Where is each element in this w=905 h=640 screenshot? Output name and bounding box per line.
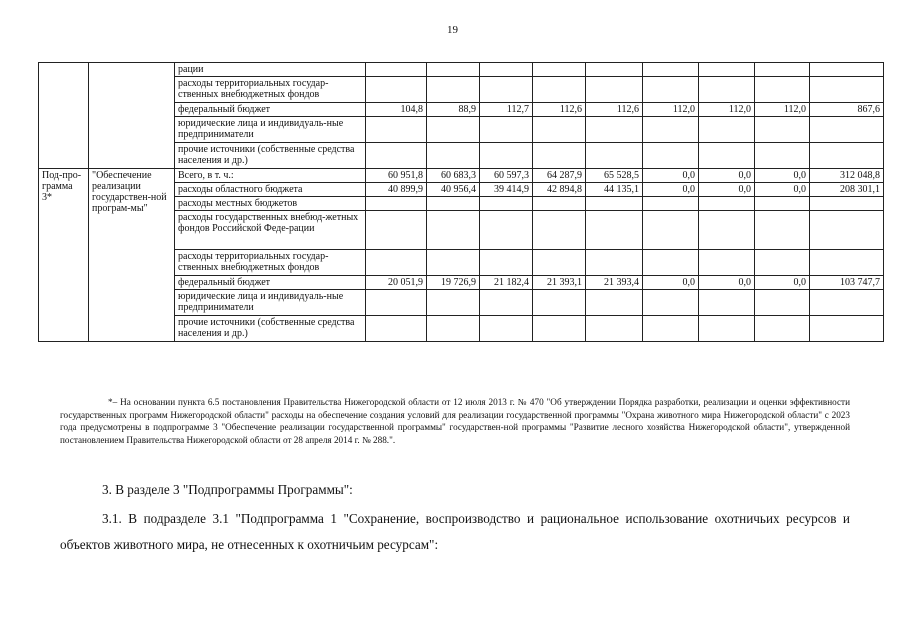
value-cell: [533, 211, 586, 250]
value-cell: [533, 77, 586, 103]
value-cell: [366, 290, 427, 316]
value-cell: [533, 290, 586, 316]
value-cell: [755, 250, 810, 276]
funding-source-label: прочие источники (собственные средства населения и др.): [175, 143, 366, 169]
value-cell: [699, 63, 755, 77]
value-cell: 88,9: [427, 103, 480, 117]
value-cell: [586, 197, 643, 211]
value-cell: [810, 250, 884, 276]
value-cell: [366, 63, 427, 77]
value-cell: [755, 316, 810, 342]
value-cell: [586, 316, 643, 342]
value-cell: [480, 316, 533, 342]
value-cell: 112,0: [643, 103, 699, 117]
value-cell: [480, 211, 533, 250]
value-cell: [810, 77, 884, 103]
value-cell: 60 683,3: [427, 169, 480, 183]
value-cell: [810, 197, 884, 211]
value-cell: [586, 211, 643, 250]
value-cell: 112,7: [480, 103, 533, 117]
value-cell: [427, 63, 480, 77]
value-cell: [810, 211, 884, 250]
value-cell: [755, 143, 810, 169]
value-cell: [427, 77, 480, 103]
subsection-3-1-paragraph: 3.1. В подразделе 3.1 "Подпрограмма 1 "Сохранение, воспроизводство и рациональное использование охотничьих ресурсов и объектов животного мира, не отнесенных к охотничьим ресурсам":: [60, 511, 850, 552]
funding-source-label: юридические лица и индивидуаль-ные предприниматели: [175, 117, 366, 143]
value-cell: [810, 117, 884, 143]
footnote: *– На основании пункта 6.5 постановления Правительства Нижегородской области от 12 июля 2013 г. № 470 "Об утверждении Порядка разработки, реализации и оценки эффективности государственных программ Нижегородской области" расходы на обеспечение создания условий для реализации государственной программы "Охрана животного мира Нижегородской области" с 2023 года предусмотрены в подпрограмме 3 "Обеспечение реализации государственной программы" государствен-ной программы "Развитие лесного хозяйства Нижегородской области", утвержденной постановлением Правительства Нижегородской области от 28 апреля 2014 г. № 288.".: [60, 397, 850, 445]
value-cell: 0,0: [755, 169, 810, 183]
value-cell: [427, 197, 480, 211]
value-cell: [643, 117, 699, 143]
budget-table: [38, 62, 884, 342]
funding-source-label: юридические лица и индивидуаль-ные предприниматели: [175, 290, 366, 316]
value-cell: [427, 250, 480, 276]
funding-source-label: расходы местных бюджетов: [175, 197, 366, 211]
value-cell: [533, 197, 586, 211]
value-cell: [643, 290, 699, 316]
value-cell: [427, 143, 480, 169]
value-cell: 0,0: [643, 276, 699, 290]
value-cell: 112,6: [533, 103, 586, 117]
value-cell: [533, 143, 586, 169]
value-cell: [366, 143, 427, 169]
value-cell: 0,0: [755, 276, 810, 290]
value-cell: 112,0: [755, 103, 810, 117]
subprogram-code-cell: Под-про-грамма 3*: [39, 169, 89, 342]
value-cell: [586, 63, 643, 77]
value-cell: 42 894,8: [533, 183, 586, 197]
funding-source-label: Всего, в т. ч.:: [175, 169, 366, 183]
value-cell: [643, 63, 699, 77]
value-cell: [427, 290, 480, 316]
value-cell: [480, 290, 533, 316]
value-cell: [643, 77, 699, 103]
value-cell: [366, 77, 427, 103]
value-cell: 0,0: [643, 183, 699, 197]
value-cell: [699, 250, 755, 276]
value-cell: [480, 250, 533, 276]
value-cell: 867,6: [810, 103, 884, 117]
value-cell: 0,0: [643, 169, 699, 183]
value-cell: [643, 143, 699, 169]
value-cell: [810, 290, 884, 316]
value-cell: [366, 250, 427, 276]
value-cell: [755, 77, 810, 103]
value-cell: 208 301,1: [810, 183, 884, 197]
value-cell: 40 899,9: [366, 183, 427, 197]
value-cell: [586, 290, 643, 316]
value-cell: 60 597,3: [480, 169, 533, 183]
value-cell: [699, 197, 755, 211]
funding-source-label: расходы государственных внебюд-жетных фондов Российской Феде-рации: [175, 211, 366, 250]
value-cell: [699, 316, 755, 342]
value-cell: [810, 316, 884, 342]
value-cell: [427, 117, 480, 143]
value-cell: [755, 290, 810, 316]
value-cell: [699, 290, 755, 316]
value-cell: 103 747,7: [810, 276, 884, 290]
value-cell: [755, 117, 810, 143]
table-row: [39, 63, 884, 77]
value-cell: 0,0: [699, 169, 755, 183]
value-cell: 0,0: [755, 183, 810, 197]
value-cell: 21 182,4: [480, 276, 533, 290]
table-row: [39, 169, 884, 183]
value-cell: [480, 63, 533, 77]
value-cell: 112,6: [586, 103, 643, 117]
value-cell: [643, 211, 699, 250]
value-cell: [755, 211, 810, 250]
funding-source-label: расходы областного бюджета: [175, 183, 366, 197]
value-cell: 21 393,4: [586, 276, 643, 290]
value-cell: 20 051,9: [366, 276, 427, 290]
value-cell: [533, 63, 586, 77]
value-cell: 40 956,4: [427, 183, 480, 197]
subprogram-code-cell: [39, 63, 89, 169]
value-cell: [427, 211, 480, 250]
value-cell: [643, 316, 699, 342]
value-cell: [810, 143, 884, 169]
funding-source-label: рации: [175, 63, 366, 77]
value-cell: [586, 250, 643, 276]
value-cell: [366, 211, 427, 250]
value-cell: [480, 117, 533, 143]
value-cell: [480, 143, 533, 169]
value-cell: [755, 63, 810, 77]
value-cell: [586, 143, 643, 169]
value-cell: [810, 63, 884, 77]
value-cell: [480, 197, 533, 211]
value-cell: 60 951,8: [366, 169, 427, 183]
value-cell: [586, 77, 643, 103]
value-cell: [643, 197, 699, 211]
value-cell: [366, 117, 427, 143]
funding-source-label: расходы территориальных государ-ственных внебюджетных фондов: [175, 250, 366, 276]
value-cell: 112,0: [699, 103, 755, 117]
subprogram-name-cell: "Обеспечение реализации государствен-ной програм-мы": [89, 169, 175, 342]
value-cell: [755, 197, 810, 211]
value-cell: [480, 77, 533, 103]
value-cell: [643, 250, 699, 276]
value-cell: 64 287,9: [533, 169, 586, 183]
funding-source-label: федеральный бюджет: [175, 276, 366, 290]
value-cell: 21 393,1: [533, 276, 586, 290]
value-cell: 39 414,9: [480, 183, 533, 197]
value-cell: [427, 316, 480, 342]
page-number: 19: [447, 24, 458, 36]
value-cell: 65 528,5: [586, 169, 643, 183]
value-cell: 0,0: [699, 183, 755, 197]
value-cell: 44 135,1: [586, 183, 643, 197]
funding-source-label: прочие источники (собственные средства населения и др.): [175, 316, 366, 342]
value-cell: [366, 316, 427, 342]
value-cell: [366, 197, 427, 211]
value-cell: [533, 117, 586, 143]
value-cell: 0,0: [699, 276, 755, 290]
value-cell: 19 726,9: [427, 276, 480, 290]
value-cell: [699, 117, 755, 143]
value-cell: [533, 250, 586, 276]
value-cell: 104,8: [366, 103, 427, 117]
subprogram-name-cell: [89, 63, 175, 169]
value-cell: [586, 117, 643, 143]
section-3-paragraph: 3. В разделе 3 "Подпрограммы Программы":: [102, 482, 353, 497]
funding-source-label: федеральный бюджет: [175, 103, 366, 117]
value-cell: [699, 77, 755, 103]
value-cell: [533, 316, 586, 342]
value-cell: [699, 211, 755, 250]
funding-source-label: расходы территориальных государ-ственных внебюджетных фондов: [175, 77, 366, 103]
value-cell: [699, 143, 755, 169]
value-cell: 312 048,8: [810, 169, 884, 183]
